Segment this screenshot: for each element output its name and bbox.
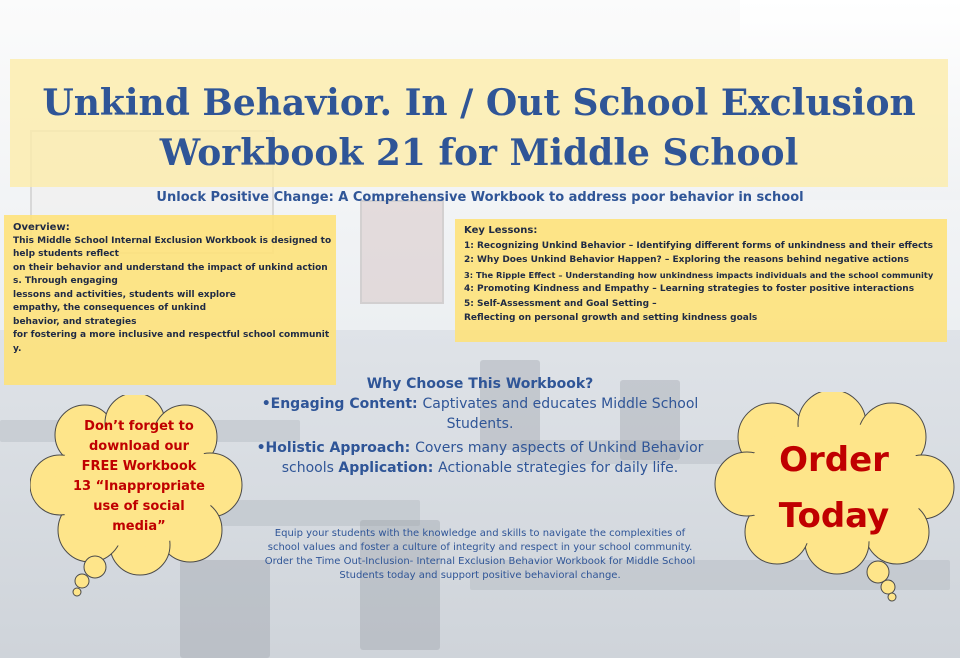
subtitle: Unlock Positive Change: A Comprehensive Workbook to address poor behavior in school xyxy=(156,190,804,205)
overview-box xyxy=(4,215,336,385)
closing-line: Equip your students with the knowledge and skills to navigate the complexities of xyxy=(274,528,686,539)
lesson-item: 4: Promoting Kindness and Empathy – Learning strategies to foster positive interactions xyxy=(464,284,915,294)
callout-line: 13 “Inappropriate xyxy=(73,479,205,494)
overview-line: on their behavior and understand the impact of unkind action xyxy=(13,262,328,273)
overview-heading: Overview: xyxy=(13,222,70,233)
order-line: Order xyxy=(779,440,889,480)
overview-line: y. xyxy=(13,343,22,354)
overview-line: lessons and activities, students will explore xyxy=(13,289,236,300)
lesson-item: 3: The Ripple Effect – Understanding how unkindness impacts individuals and the school community xyxy=(464,269,934,280)
closing-line: school values and foster a culture of integrity and respect in your school community. xyxy=(267,542,693,553)
page-title xyxy=(10,78,948,178)
bullet-text: Covers many aspects of Unkind Behavior schools xyxy=(281,440,704,476)
overview-line: This Middle School Internal Exclusion Workbook is designed to xyxy=(13,235,332,246)
callout-line: download our xyxy=(88,439,190,454)
why-heading: Why Choose This Workbook? xyxy=(366,376,594,392)
bullet-text: Actionable strategies for daily life. xyxy=(438,460,679,476)
callout-line: FREE Workbook xyxy=(81,459,197,474)
lesson-item: 1: Recognizing Unkind Behavior – Identifying different forms of unkindness and their effects xyxy=(464,240,933,251)
callout-line: Don’t forget to xyxy=(84,419,194,434)
callout-line: use of social xyxy=(93,499,185,514)
background-poster xyxy=(360,200,444,304)
why-bullet-2 xyxy=(230,438,730,478)
overview-line: for fostering a more inclusive and respectful school communit xyxy=(13,330,330,340)
why-bullet-1 xyxy=(230,394,730,434)
order-today-text xyxy=(712,432,956,544)
overview-line: help students reflect xyxy=(13,249,119,259)
title-line-1: Unkind Behavior. In / Out School Exclusion xyxy=(42,82,916,124)
order-line: Today xyxy=(778,496,890,536)
key-lessons-heading: Key Lessons: xyxy=(464,225,538,236)
lesson-item: Reflecting on personal growth and setting kindness goals xyxy=(464,313,758,323)
closing-line: Students today and support positive behavioral change. xyxy=(339,570,621,581)
overview-line: behavior, and strategies xyxy=(13,316,137,327)
title-line-2: Workbook 21 for Middle School xyxy=(159,132,799,174)
callout-line: media” xyxy=(112,519,166,534)
order-today-callout[interactable] xyxy=(712,392,956,602)
overview-line: s. Through engaging xyxy=(13,276,118,286)
bullet-label: •Holistic Approach: xyxy=(256,440,416,456)
free-workbook-text xyxy=(48,417,230,537)
closing-line: Order the Time Out-Inclusion- Internal Exclusion Behavior Workbook for Middle School xyxy=(264,556,696,567)
key-lessons-box xyxy=(455,219,947,342)
bullet-text: Captivates and educates Middle School Students. xyxy=(422,396,699,432)
free-workbook-callout[interactable] xyxy=(30,395,250,605)
bullet-label: •Engaging Content: xyxy=(261,396,423,412)
overview-line: empathy, the consequences of unkind xyxy=(13,303,207,313)
lesson-item: 2: Why Does Unkind Behavior Happen? – Exploring the reasons behind negative actions xyxy=(464,255,909,265)
bullet-label: Application: xyxy=(338,460,439,476)
lesson-item: 5: Self-Assessment and Goal Setting – xyxy=(464,298,657,309)
closing-paragraph xyxy=(230,527,730,583)
why-choose-section xyxy=(230,374,730,478)
